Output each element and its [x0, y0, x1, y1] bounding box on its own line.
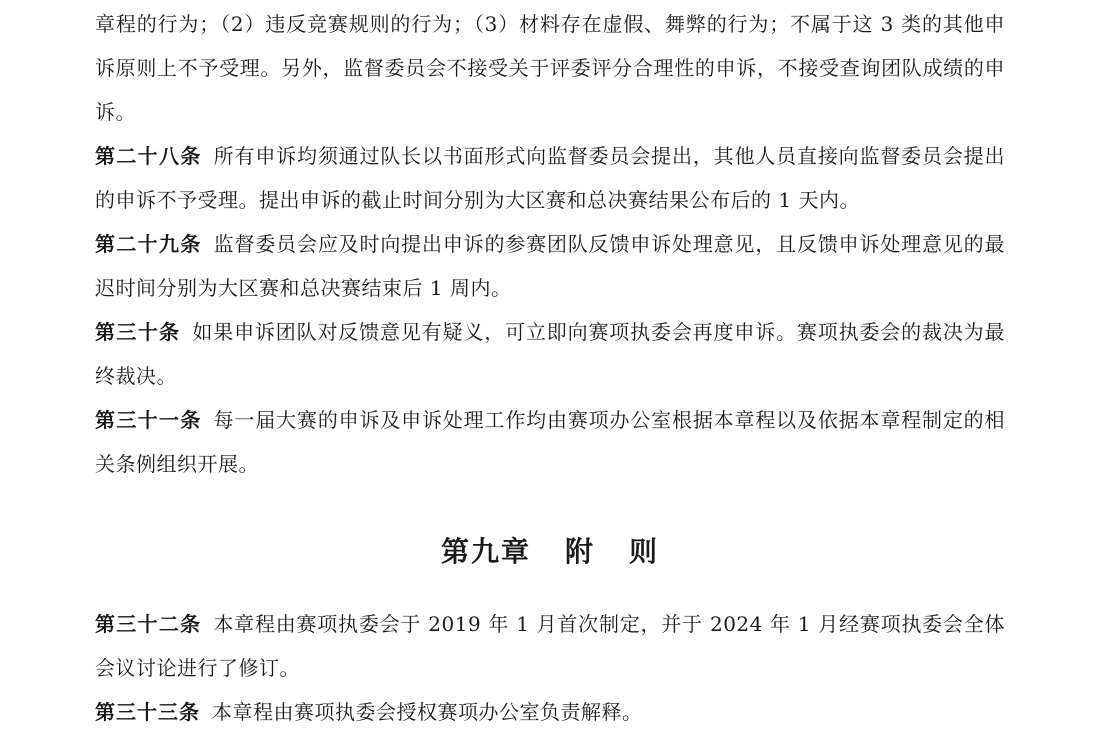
article-text: 每一届大赛的申诉及申诉处理工作均由赛项办公室根据本章程以及依据本章程制定的相关条例组织开展。 — [95, 408, 1006, 476]
article-label: 第三十三条 — [95, 700, 200, 724]
article-label: 第三十二条 — [95, 612, 202, 636]
document-page — [95, 0, 1005, 734]
article-29 — [95, 222, 1005, 310]
continuation-paragraph: 章程的行为；（2）违反竞赛规则的行为；（3）材料存在虚假、舞弊的行为；不属于这 3 类的其他申诉原则上不予受理。另外，监督委员会不接受关于评委评分合理性的申诉，不接受查询团队成绩的申诉。 — [95, 12, 1005, 124]
article-33 — [95, 690, 1005, 734]
article-text: 监督委员会应及时向提出申诉的参赛团队反馈申诉处理意见，且反馈申诉处理意见的最迟时间分别为大区赛和总决赛结束后 1 周内。 — [95, 232, 1006, 300]
article-label: 第二十八条 — [95, 144, 202, 168]
article-text: 如果申诉团队对反馈意见有疑义，可立即向赛项执委会再度申诉。赛项执委会的裁决为最终裁决。 — [95, 320, 1006, 388]
article-text: 本章程由赛项执委会于 2019 年 1 月首次制定，并于 2024 年 1 月经赛项执委会全体会议讨论进行了修订。 — [95, 612, 1005, 680]
chapter-title-part1: 附 — [564, 535, 595, 568]
article-28 — [95, 134, 1005, 222]
article-30 — [95, 310, 1005, 398]
article-31 — [95, 398, 1005, 486]
chapter-number: 第九章 — [440, 535, 531, 568]
chapter-title-part2: 则 — [629, 535, 660, 568]
article-label: 第三十条 — [95, 320, 181, 344]
article-text: 所有申诉均须通过队长以书面形式向监督委员会提出，其他人员直接向监督委员会提出的申诉不予受理。提出申诉的截止时间分别为大区赛和总决赛结果公布后的 1 天内。 — [95, 144, 1006, 212]
article-label: 第二十九条 — [95, 232, 202, 256]
article-label: 第三十一条 — [95, 408, 202, 432]
chapter-heading — [95, 532, 1005, 572]
article-32 — [95, 602, 1005, 690]
article-text: 本章程由赛项执委会授权赛项办公室负责解释。 — [212, 700, 643, 724]
